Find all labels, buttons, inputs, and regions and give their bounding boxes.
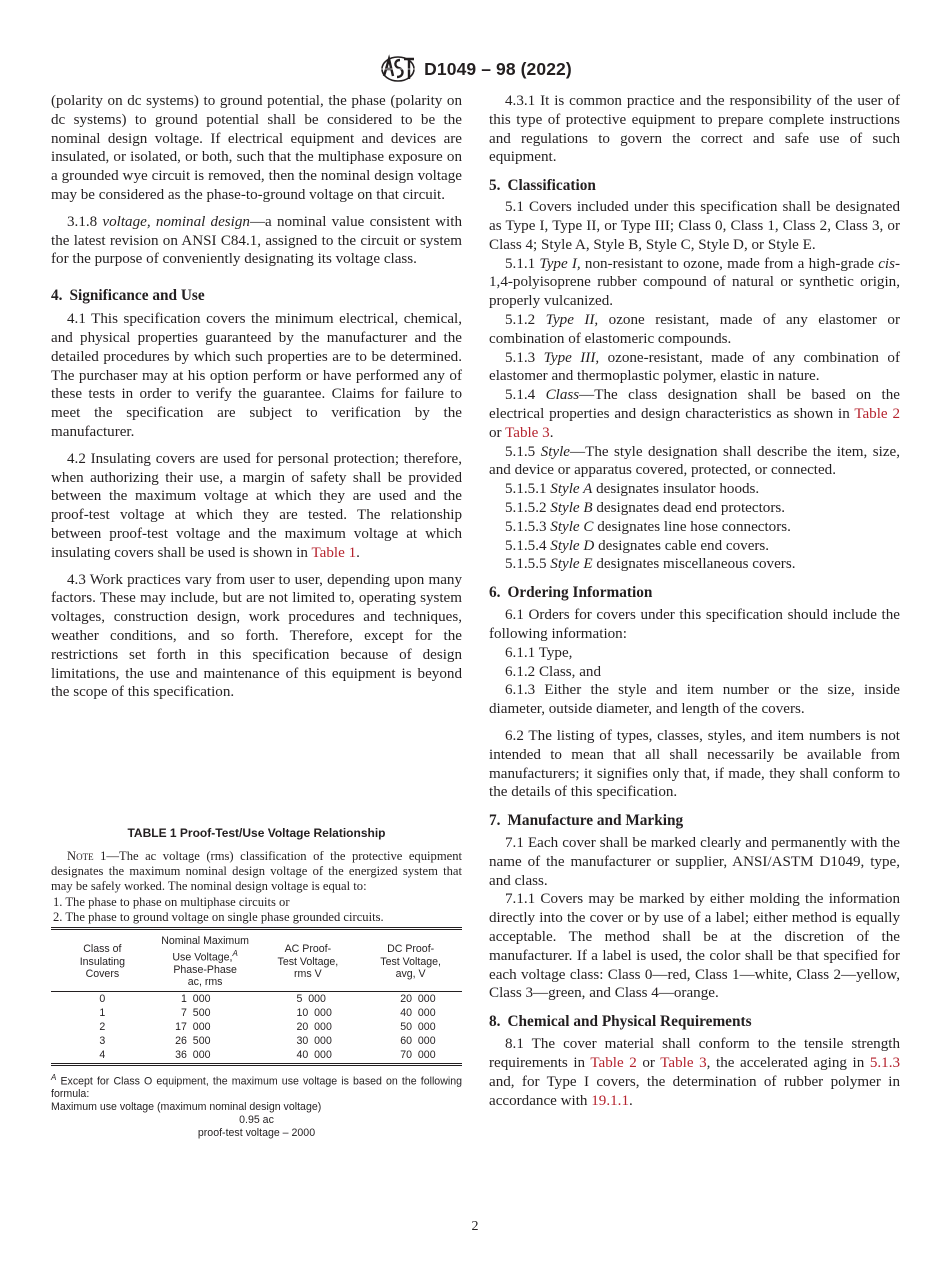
paragraph-3-1-8 xyxy=(51,213,462,269)
section-number: 3.1.8 xyxy=(67,213,98,230)
note-item: 1. The phase to phase on multiphase circuits or xyxy=(53,894,290,909)
paragraph-8-1: 8.1 The cover material shall conform to the tensile strength requirements in Table 2 or Table 3, the accelerated aging in 5.1.3 and, for Type I covers, the determination of rubber polymer in accordance with 19.1.1. xyxy=(489,1036,901,1109)
paragraph-4-3-1: 4.3.1 It is common practice and the responsibility of the user of this type of protective equipment to prepare complete instructions and regulations to govern the correct and safe use of such equipment. xyxy=(489,93,900,166)
table-row: 2 17 000 20 000 50 000 xyxy=(99,1020,436,1033)
column-header-nominal-max-voltage: Nominal Maximum Use Voltage,$^A$ Phase-Phase ac, rms xyxy=(154,929,257,992)
paragraph-4-1: 4.1 This specification covers the minimum electrical, chemical, and physical properties guaranteed by the manufacturer and the detailed procedures by which such properties are to be determined. The purchaser may at his option perform or have performed any of these tests in order to verify the guarantee. Claims for failure to meet the specification are subject to verification by the manufacturer. xyxy=(51,311,462,440)
paragraph-6-1: 6.1 Orders for covers under this specification should include the following information: xyxy=(489,607,900,642)
left-column xyxy=(51,92,462,702)
note-item: 2. The phase to ground voltage on single phase grounded circuits. xyxy=(53,909,384,924)
right-column xyxy=(489,92,900,1110)
section-5-1-3-link[interactable]: 5.1.3 xyxy=(869,1055,901,1072)
paragraph-5-1-5-1: 5.1.5.1 Style A designates insulator hoods. xyxy=(505,481,760,498)
table-row: 4 36 000 40 000 70 000 xyxy=(51,1048,462,1065)
table-1-link[interactable]: Table 1 xyxy=(311,544,357,561)
note-text: —The ac voltage (rms) classification of the protective equipment designates the maximum nominal design voltage of the energized system that may be safely worked. The nominal design voltage is equal to: xyxy=(51,849,462,894)
document-designation: D1049 – 98 (2022) xyxy=(424,58,572,79)
table-row: 0 1 000 5 000 20 000 xyxy=(99,992,436,1005)
formula-line-3: proof-test voltage – 2000 xyxy=(197,1127,316,1140)
section-heading-7: 7. Manufacture and Marking xyxy=(489,812,684,830)
paragraph-7-1-1: 7.1.1 Covers may be marked by either molding the information directly into the cover or by use of a label; either method is equally acceptable. The method shall be at the discretion of the manufacturer. If a label is used, the color shall be that specified for each voltage class: Class 0—red, Class 1—white, Class 2—yellow, Class 3—green, and Class 4—orange. xyxy=(489,891,900,1002)
column-header-ac-proof-test: AC Proof- Test Voltage, rms V xyxy=(257,929,360,992)
table-title: TABLE 1 Proof-Test/Use Voltage Relationship xyxy=(127,826,386,840)
paragraph-5-1-2: 5.1.2 Type II, ozone resistant, made of any elastomer or combination of elastomeric compounds. xyxy=(489,311,900,347)
paragraph-5-1-3: 5.1.3 Type III, ozone-resistant, made of any combination of elastomer and thermoplastic polymer, elastic in nature. xyxy=(489,349,900,385)
page-header xyxy=(0,54,950,84)
paragraph-5-1-4: 5.1.4 Class—The class designation shall be based on the electrical properties and design characteristics as shown in Table 2 or Table 3. xyxy=(489,387,900,441)
formula-line-2: 0.95 ac xyxy=(239,1114,274,1127)
paragraph-5-1-5-3: 5.1.5.3 Style C designates line hose connectors. xyxy=(505,518,791,535)
astm-logo-icon xyxy=(378,54,418,84)
paragraph-5-1: 5.1 Covers included under this specification shall be designated as Type I, Type II, or Type III; Class 0, Class 1, Class 2, Class 3, or Class 4; Style A, Style B, Style C, Style D, or Style E. xyxy=(489,199,900,253)
defined-term: voltage, nominal design xyxy=(102,213,250,230)
voltage-table xyxy=(51,927,462,1066)
paragraph-3-1-7-continued: (polarity on dc systems) to ground potential, the phase (polarity on dc systems) to ground potential shall be considered to be the nominal design voltage. If electrical equipment and devices are insulated, or isolated, or both, such that the multiphase exposure on a grounded wye circuit is removed, then the nominal design voltage may be considered as the phase-to-ground voltage on that circuit. xyxy=(51,93,462,203)
section-19-1-1-link[interactable]: 19.1.1 xyxy=(591,1092,629,1109)
table-3-link[interactable]: Table 3 xyxy=(660,1055,707,1072)
paragraph-4-2: 4.2 Insulating covers are used for personal protection; therefore, when authorizing their use, a margin of safety shall be provided between the maximum voltage at which they are used and the proof-test voltage at which they are tested. The relationship between proof-test voltage and the maximum voltage at which insulating covers shall be used is shown in Table 1. xyxy=(51,450,462,561)
section-heading-5: 5. Classification xyxy=(489,177,596,195)
paragraph-5-1-5: 5.1.5 Style—The style designation shall describe the item, size, and device or apparatus covered, protected, or connected. xyxy=(489,443,900,479)
table-header-row xyxy=(51,929,462,992)
column-header-class: Class of Insulating Covers xyxy=(51,929,154,992)
table-footnote: $^A$ Except for Class O equipment, the maximum use voltage is based on the following formula: Maximum use voltage (maximum nominal design voltage) 0.95 ac proof-test voltage – 2000 xyxy=(51,1072,462,1140)
formula-line-1: Maximum use voltage (maximum nominal design voltage) xyxy=(51,1101,322,1114)
footnote-marker: A xyxy=(51,1072,57,1082)
table-1 xyxy=(51,826,462,1140)
section-heading-4: 4. Significance and Use xyxy=(51,287,205,305)
table-2-link[interactable]: Table 2 xyxy=(590,1055,637,1072)
paragraph-6-1-3: 6.1.3 Either the style and item number or the size, inside diameter, outside diameter, and length of the covers. xyxy=(489,682,900,718)
table-3-link[interactable]: Table 3 xyxy=(505,424,550,441)
paragraph-7-1: 7.1 Each cover shall be marked clearly and permanently with the name of the manufacturer or supplier, ANSI/ASTM D1049, type, and class. xyxy=(489,835,900,889)
paragraph-4-3: 4.3 Work practices vary from user to user, depending upon many factors. These may include, but are not limited to, operating system voltages, construction design, work procedures and techniques, weather conditions, and so forth. Therefore, except for the restrictions set forth in this specification because of design limitations, the use and maintenance of this equipment is beyond the scope of this specification. xyxy=(51,571,462,701)
paragraph-6-2: 6.2 The listing of types, classes, styles, and item numbers is not intended to mean that all shall necessarily be available from manufacturers; it signifies only that, if made, they shall conform to the details of this specification. xyxy=(489,727,900,801)
column-header-dc-proof-test: DC Proof- Test Voltage, avg, V xyxy=(359,929,462,992)
paragraph-6-1-2: 6.1.2 Class, and xyxy=(505,663,602,680)
paragraph-5-1-5-4: 5.1.5.4 Style D designates cable end covers. xyxy=(505,537,770,554)
table-row: 3 26 500 30 000 60 000 xyxy=(99,1034,436,1047)
table-note xyxy=(51,849,462,925)
paragraph-5-1-1: 5.1.1 Type I, non-resistant to ozone, made from a high-grade cis-1,4-polyisoprene rubber compound of natural or synthetic origin, properly vulcanized. xyxy=(489,255,900,310)
paragraph-5-1-5-5: 5.1.5.5 Style E designates miscellaneous covers. xyxy=(505,556,796,573)
definition-text: —a nominal value consistent with the latest revision on ANSI C84.1, assigned to the circuit or system for the purpose of conveniently designating its voltage class. xyxy=(51,213,462,268)
table-row: 1 7 500 10 000 40 000 xyxy=(99,1006,436,1019)
note-label: Note 1 xyxy=(67,849,107,863)
footnote-marker: A xyxy=(232,948,238,958)
table-2-link[interactable]: Table 2 xyxy=(854,405,900,422)
page-number: 2 xyxy=(471,1219,479,1234)
section-heading-8: 8. Chemical and Physical Requirements xyxy=(489,1013,752,1031)
paragraph-5-1-5-2: 5.1.5.2 Style B designates dead end protectors. xyxy=(505,499,785,516)
section-heading-6: 6. Ordering Information xyxy=(489,584,653,602)
paragraph-6-1-1: 6.1.1 Type, xyxy=(505,644,573,661)
